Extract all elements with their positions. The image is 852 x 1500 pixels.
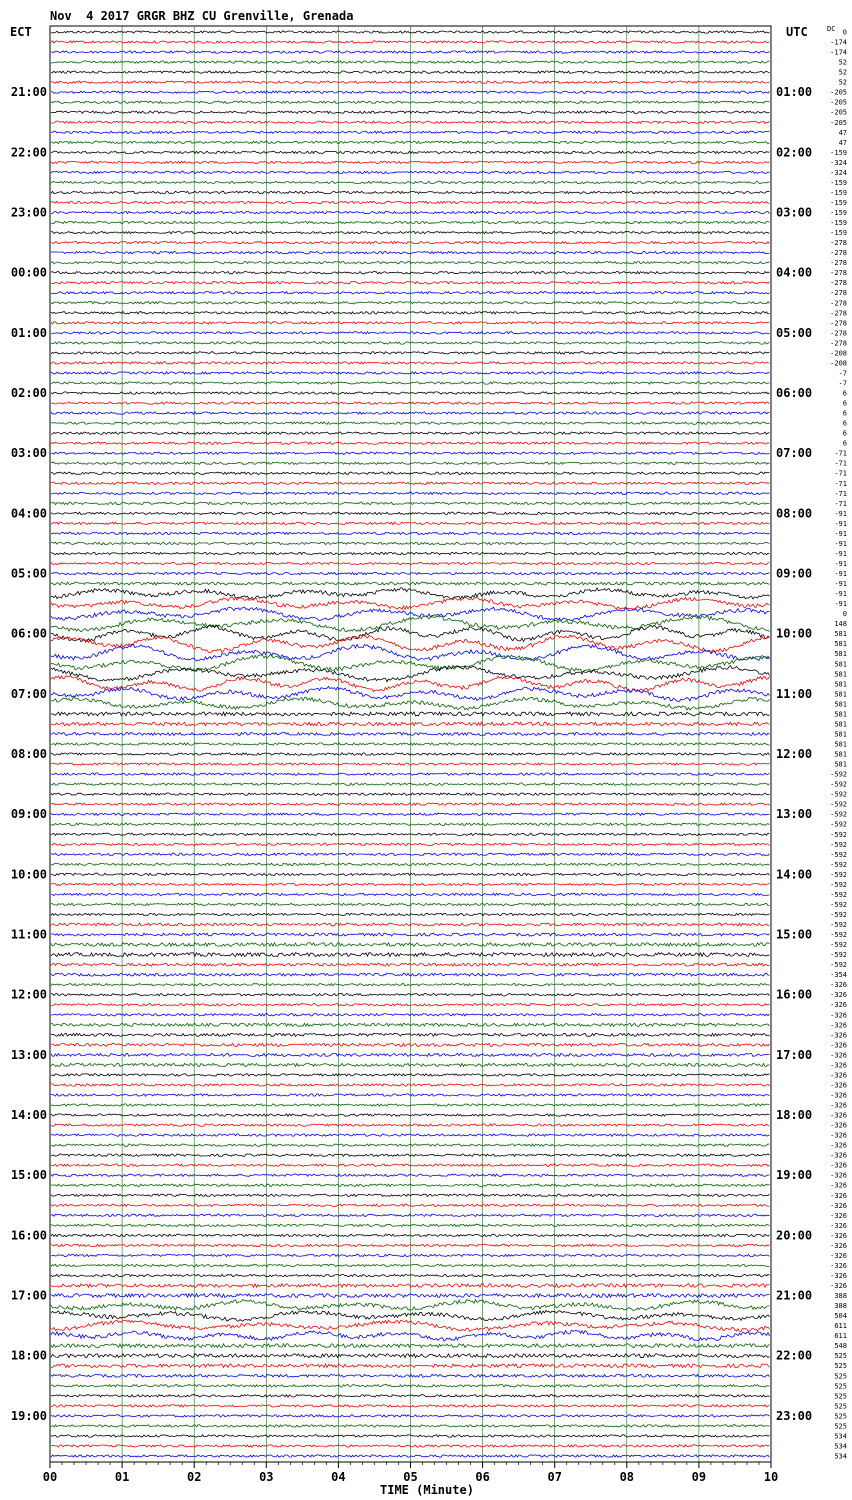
- dc-offset-value: -592: [830, 931, 847, 940]
- dc-offset-value: -205: [830, 98, 847, 107]
- dc-offset-value: 0: [842, 28, 847, 37]
- dc-offset-value: 525: [834, 1362, 847, 1371]
- x-tick-label: 01: [114, 1470, 130, 1484]
- dc-offset-value: -91: [834, 509, 847, 518]
- dc-offset-value: 534: [834, 1442, 847, 1451]
- dc-offset-value: -205: [830, 118, 847, 127]
- dc-offset-value: -592: [830, 860, 847, 869]
- right-hour-label: 07:00: [776, 446, 813, 461]
- dc-offset-value: -159: [830, 219, 847, 228]
- dc-offset-value: -174: [830, 38, 847, 47]
- dc-offset-value: 581: [834, 720, 847, 729]
- dc-offset-value: -326: [830, 1031, 847, 1040]
- dc-offset-value: -278: [830, 339, 847, 348]
- dc-offset-value: 6: [842, 409, 847, 418]
- dc-offset-value: -159: [830, 178, 847, 187]
- left-hour-label: 11:00: [10, 927, 47, 942]
- dc-offset-value: -592: [830, 951, 847, 960]
- dc-offset-value: 525: [834, 1392, 847, 1401]
- dc-offset-value: 581: [834, 680, 847, 689]
- dc-offset-value: 47: [838, 138, 847, 147]
- dc-offset-value: -278: [830, 269, 847, 278]
- dc-offset-value: -91: [834, 590, 847, 599]
- dc-offset-value: 52: [838, 78, 847, 87]
- right-hour-label: 05:00: [776, 325, 813, 340]
- x-tick-label: 02: [186, 1470, 202, 1484]
- left-hour-label: 14:00: [10, 1108, 47, 1123]
- dc-offset-value: 0: [842, 610, 847, 619]
- right-hour-label: 03:00: [776, 205, 813, 220]
- dc-offset-value: 581: [834, 670, 847, 679]
- dc-offset-value: -91: [834, 570, 847, 579]
- dc-offset-value: -326: [830, 1021, 847, 1030]
- dc-offset-value: 525: [834, 1422, 847, 1431]
- dc-offset-value: 6: [842, 389, 847, 398]
- left-hour-label: 13:00: [10, 1047, 47, 1062]
- dc-offset-value: 581: [834, 630, 847, 639]
- dc-offset-value: 581: [834, 730, 847, 739]
- dc-offset-value: 581: [834, 710, 847, 719]
- dc-offset-value: -208: [830, 359, 847, 368]
- dc-offset-value: -592: [830, 921, 847, 930]
- dc-offset-value: -278: [830, 319, 847, 328]
- dc-offset-value: -91: [834, 529, 847, 538]
- dc-offset-value: -592: [830, 780, 847, 789]
- left-hour-label: 02:00: [10, 386, 47, 401]
- dc-offset-value: -278: [830, 279, 847, 288]
- dc-offset-value: -326: [830, 1001, 847, 1010]
- dc-offset-value: -205: [830, 88, 847, 97]
- dc-offset-value: 52: [838, 58, 847, 67]
- x-tick-label: 04: [331, 1470, 346, 1484]
- dc-offset-value: 581: [834, 650, 847, 659]
- x-axis-label: TIME (Minute): [380, 1483, 474, 1497]
- left-hour-label: 07:00: [10, 686, 47, 701]
- dc-offset-value: 525: [834, 1352, 847, 1361]
- right-hour-label: 09:00: [776, 566, 813, 581]
- dc-offset-value: -71: [834, 469, 847, 478]
- dc-offset-value: 611: [834, 1332, 847, 1341]
- dc-offset-value: 534: [834, 1452, 847, 1461]
- left-hour-label: 04:00: [10, 506, 47, 521]
- left-hour-label: 06:00: [10, 626, 47, 641]
- dc-offset-value: -326: [830, 1101, 847, 1110]
- dc-offset-value: -324: [830, 158, 847, 167]
- x-tick-label: 08: [619, 1470, 635, 1484]
- x-tick-label: 03: [259, 1470, 274, 1484]
- right-hour-label: 15:00: [776, 927, 813, 942]
- right-hour-label: 02:00: [776, 145, 813, 160]
- dc-offset-value: -278: [830, 299, 847, 308]
- dc-offset-value: -71: [834, 499, 847, 508]
- dc-offset-value: 52: [838, 68, 847, 77]
- dc-offset-value: -326: [830, 1061, 847, 1070]
- dc-offset-value: -326: [830, 1091, 847, 1100]
- dc-offset-value: 611: [834, 1322, 847, 1331]
- right-hour-label: 12:00: [776, 747, 813, 762]
- dc-offset-value: -326: [830, 1211, 847, 1220]
- dc-offset-value: -278: [830, 239, 847, 248]
- dc-offset-value: -278: [830, 249, 847, 258]
- dc-offset-value: -278: [830, 329, 847, 338]
- right-hour-label: 23:00: [776, 1408, 813, 1423]
- dc-offset-value: -326: [830, 1271, 847, 1280]
- dc-offset-value: -592: [830, 790, 847, 799]
- dc-offset-value: 581: [834, 660, 847, 669]
- right-hour-label: 19:00: [776, 1168, 813, 1183]
- dc-offset-value: -326: [830, 1171, 847, 1180]
- dc-offset-value: -71: [834, 459, 847, 468]
- left-hour-label: 10:00: [10, 867, 47, 882]
- left-hour-label: 18:00: [10, 1348, 47, 1363]
- right-hour-label: 01:00: [776, 85, 813, 100]
- dc-offset-value: 148: [834, 620, 847, 629]
- dc-offset-value: 581: [834, 700, 847, 709]
- dc-offset-value: -592: [830, 961, 847, 970]
- left-hour-label: 21:00: [10, 85, 47, 100]
- dc-offset-value: -326: [830, 1141, 847, 1150]
- dc-offset-value: 581: [834, 690, 847, 699]
- dc-offset-value: -278: [830, 259, 847, 268]
- right-hour-label: 20:00: [776, 1228, 813, 1243]
- dc-offset-value: -592: [830, 941, 847, 950]
- dc-offset-value: -592: [830, 880, 847, 889]
- dc-offset-value: -278: [830, 289, 847, 298]
- left-hour-label: 15:00: [10, 1168, 47, 1183]
- dc-offset-value: -71: [834, 449, 847, 458]
- dc-offset-value: -592: [830, 800, 847, 809]
- x-tick-label: 05: [403, 1470, 418, 1484]
- dc-offset-value: -278: [830, 309, 847, 318]
- x-tick-label: 07: [547, 1470, 562, 1484]
- dc-offset-value: -326: [830, 1231, 847, 1240]
- dc-offset-value: -354: [830, 971, 847, 980]
- dc-offset-value: 581: [834, 750, 847, 759]
- dc-offset-value: -326: [830, 1051, 847, 1060]
- left-hour-label: 09:00: [10, 807, 47, 822]
- dc-offset-value: -91: [834, 559, 847, 568]
- right-hour-label: 18:00: [776, 1108, 813, 1123]
- dc-offset-value: -592: [830, 910, 847, 919]
- dc-offset-value: -326: [830, 1241, 847, 1250]
- dc-offset-value: -326: [830, 1151, 847, 1160]
- dc-offset-header: DC: [827, 25, 836, 33]
- x-tick-label: 00: [42, 1470, 58, 1484]
- dc-offset-value: -91: [834, 600, 847, 609]
- right-hour-label: 13:00: [776, 807, 813, 822]
- left-hour-label: 12:00: [10, 987, 47, 1002]
- dc-offset-value: -326: [830, 1111, 847, 1120]
- right-hour-label: 16:00: [776, 987, 813, 1002]
- dc-offset-value: -592: [830, 840, 847, 849]
- dc-offset-value: -159: [830, 148, 847, 157]
- dc-offset-value: 6: [842, 419, 847, 428]
- dc-offset-value: -592: [830, 810, 847, 819]
- left-hour-label: 23:00: [10, 205, 47, 220]
- right-hour-label: 21:00: [776, 1288, 813, 1303]
- right-hour-label: 06:00: [776, 386, 813, 401]
- left-timezone-label: ECT: [10, 25, 32, 39]
- dc-offset-value: 525: [834, 1412, 847, 1421]
- right-hour-label: 14:00: [776, 867, 813, 882]
- dc-offset-value: -71: [834, 479, 847, 488]
- left-hour-label: 08:00: [10, 747, 47, 762]
- dc-offset-value: 581: [834, 760, 847, 769]
- dc-offset-value: -159: [830, 198, 847, 207]
- right-hour-label: 08:00: [776, 506, 813, 521]
- dc-offset-value: -91: [834, 539, 847, 548]
- dc-offset-value: -326: [830, 1261, 847, 1270]
- dc-offset-value: -592: [830, 900, 847, 909]
- dc-offset-value: -592: [830, 850, 847, 859]
- left-hour-label: 01:00: [10, 325, 47, 340]
- left-hour-label: 03:00: [10, 446, 47, 461]
- dc-offset-value: -326: [830, 1161, 847, 1170]
- right-hour-label: 22:00: [776, 1348, 813, 1363]
- dc-offset-value: 47: [838, 128, 847, 137]
- dc-offset-value: -159: [830, 188, 847, 197]
- dc-offset-value: -326: [830, 1071, 847, 1080]
- left-hour-label: 00:00: [10, 265, 47, 280]
- dc-offset-value: -7: [838, 369, 847, 378]
- dc-offset-value: 581: [834, 740, 847, 749]
- dc-offset-value: 548: [834, 1342, 847, 1351]
- dc-offset-value: -326: [830, 1251, 847, 1260]
- dc-offset-value: -326: [830, 1201, 847, 1210]
- dc-offset-value: -592: [830, 820, 847, 829]
- left-hour-label: 22:00: [10, 145, 47, 160]
- x-tick-label: 10: [763, 1470, 779, 1484]
- dc-offset-value: -326: [830, 1081, 847, 1090]
- dc-offset-value: 581: [834, 640, 847, 649]
- right-hour-label: 17:00: [776, 1047, 813, 1062]
- dc-offset-value: 6: [842, 399, 847, 408]
- left-hour-label: 19:00: [10, 1408, 47, 1423]
- right-hour-label: 04:00: [776, 265, 813, 280]
- dc-offset-value: 6: [842, 439, 847, 448]
- dc-offset-value: -326: [830, 981, 847, 990]
- dc-offset-value: 388: [834, 1302, 847, 1311]
- dc-offset-value: -174: [830, 48, 847, 57]
- dc-offset-value: -326: [830, 1011, 847, 1020]
- dc-offset-value: -326: [830, 1121, 847, 1130]
- dc-offset-value: 6: [842, 429, 847, 438]
- dc-offset-value: -326: [830, 1191, 847, 1200]
- dc-offset-value: -159: [830, 229, 847, 238]
- dc-offset-value: -592: [830, 870, 847, 879]
- dc-offset-value: -326: [830, 1282, 847, 1291]
- dc-offset-value: 525: [834, 1382, 847, 1391]
- dc-offset-value: -208: [830, 349, 847, 358]
- x-tick-label: 09: [691, 1470, 707, 1484]
- right-hour-label: 10:00: [776, 626, 813, 641]
- dc-offset-value: 534: [834, 1432, 847, 1441]
- dc-offset-value: -7: [838, 379, 847, 388]
- dc-offset-value: -205: [830, 108, 847, 117]
- dc-offset-value: -326: [830, 1221, 847, 1230]
- left-hour-label: 17:00: [10, 1288, 47, 1303]
- dc-offset-value: -326: [830, 1041, 847, 1050]
- dc-offset-column: [830, 29, 847, 1461]
- dc-offset-value: -592: [830, 770, 847, 779]
- dc-offset-value: 388: [834, 1292, 847, 1301]
- chart-title: Nov 4 2017 GRGR BHZ CU Grenville, Grenada: [50, 9, 354, 23]
- dc-offset-value: -159: [830, 209, 847, 218]
- dc-offset-value: 525: [834, 1402, 847, 1411]
- dc-offset-value: -592: [830, 890, 847, 899]
- left-hour-label: 05:00: [10, 566, 47, 581]
- dc-offset-value: 504: [834, 1312, 847, 1321]
- dc-offset-value: -326: [830, 1181, 847, 1190]
- right-timezone-label: UTC: [786, 25, 808, 39]
- dc-offset-value: -326: [830, 991, 847, 1000]
- x-axis: [43, 1462, 778, 1484]
- dc-offset-value: -91: [834, 519, 847, 528]
- dc-offset-value: -91: [834, 580, 847, 589]
- dc-offset-value: -71: [834, 489, 847, 498]
- right-hour-label: 11:00: [776, 686, 813, 701]
- x-tick-label: 06: [475, 1470, 490, 1484]
- left-hour-label: 16:00: [10, 1228, 47, 1243]
- dc-offset-value: -91: [834, 549, 847, 558]
- dc-offset-value: -324: [830, 168, 847, 177]
- dc-offset-value: -592: [830, 830, 847, 839]
- dc-offset-value: 525: [834, 1372, 847, 1381]
- dc-offset-value: -326: [830, 1131, 847, 1140]
